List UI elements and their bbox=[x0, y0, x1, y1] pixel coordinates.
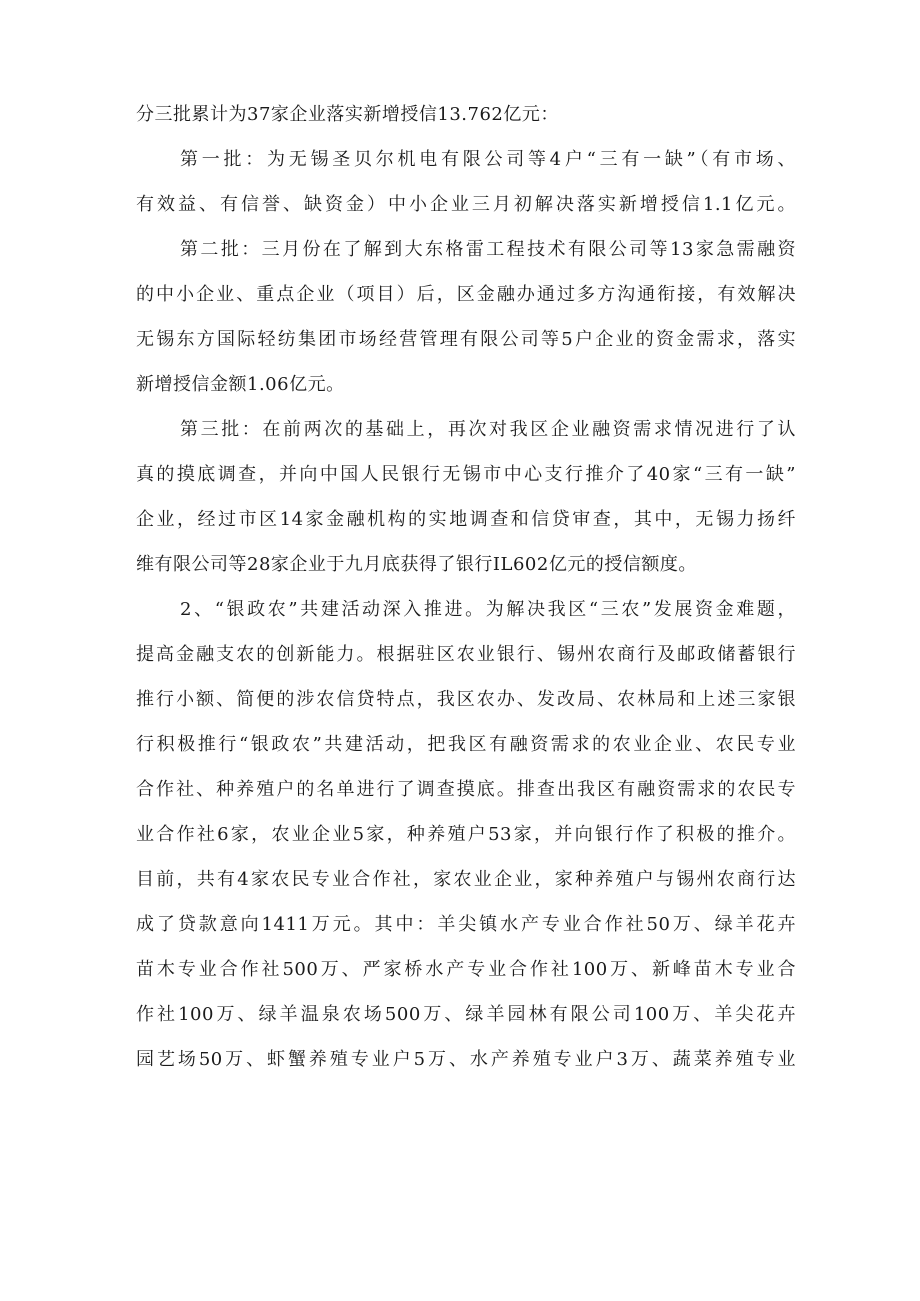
paragraph-section-2-line-3: 推行小额、简便的涉农信贷特点，我区农办、发改局、农林局和上述三家银 bbox=[136, 689, 796, 710]
paragraph-batch-2-line-2: 的中小企业、重点企业（项目）后，区金融办通过多方沟通衔接，有效解决 bbox=[136, 284, 796, 305]
paragraph-batch-3-line-4: 维有限公司等28家企业于九月底获得了银行IL602亿元的授信额度。 bbox=[136, 554, 697, 575]
paragraph-section-2-line-11: 园艺场50万、虾蟹养殖专业户5万、水产养殖专业户3万、蔬菜养殖专业 bbox=[136, 1049, 796, 1070]
paragraph-batch-2-line-4: 新增授信金额1.06亿元。 bbox=[136, 374, 345, 395]
paragraph-section-2-line-10: 作社100万、绿羊温泉农场500万、绿羊园林有限公司100万、羊尖花卉 bbox=[136, 1004, 796, 1025]
paragraph-batch-1-line-1: 第一批：为无锡圣贝尔机电有限公司等4户“三有一缺”（有市场、 bbox=[180, 149, 796, 170]
paragraph-section-2-line-1: 2、“银政农”共建活动深入推进。为解决我区“三农”发展资金难题， bbox=[180, 599, 796, 620]
paragraph-section-2-line-4: 行积极推行“银政农”共建活动，把我区有融资需求的农业企业、农民专业 bbox=[136, 734, 796, 755]
paragraph-section-2-line-2: 提高金融支农的创新能力。根据驻区农业银行、锡州农商行及邮政储蓄银行 bbox=[136, 644, 796, 665]
paragraph-batch-2-line-1: 第二批：三月份在了解到大东格雷工程技术有限公司等13家急需融资 bbox=[180, 239, 796, 260]
paragraph-section-2-line-7: 目前，共有4家农民专业合作社，家农业企业，家种养殖户与锡州农商行达 bbox=[136, 869, 796, 890]
paragraph-batch-3-line-2: 真的摸底调查，并向中国人民银行无锡市中心支行推介了40家“三有一缺” bbox=[136, 464, 796, 485]
paragraph-batch-2-line-3: 无锡东方国际轻纺集团市场经营管理有限公司等5户企业的资金需求，落实 bbox=[136, 329, 796, 350]
paragraph-batch-3-line-1: 第三批：在前两次的基础上，再次对我区企业融资需求情况进行了认 bbox=[180, 419, 796, 440]
paragraph-batch-1-line-2: 有效益、有信誉、缺资金）中小企业三月初解决落实新增授信1.1亿元。 bbox=[136, 194, 796, 215]
paragraph-section-2-line-9: 苗木专业合作社500万、严家桥水产专业合作社100万、新峰苗木专业合 bbox=[136, 959, 796, 980]
text-line-1: 分三批累计为37家企业落实新增授信13.762亿元： bbox=[136, 104, 559, 125]
paragraph-section-2-line-6: 业合作社6家，农业企业5家，种养殖户53家，并向银行作了积极的推介。 bbox=[136, 824, 796, 845]
paragraph-section-2-line-8: 成了贷款意向1411万元。其中：羊尖镇水产专业合作社50万、绿羊花卉 bbox=[136, 914, 796, 935]
paragraph-batch-3-line-3: 企业，经过市区14家金融机构的实地调查和信贷审查，其中，无锡力扬纤 bbox=[136, 509, 796, 530]
paragraph-section-2-line-5: 合作社、种养殖户的名单进行了调查摸底。排查出我区有融资需求的农民专 bbox=[136, 779, 796, 800]
